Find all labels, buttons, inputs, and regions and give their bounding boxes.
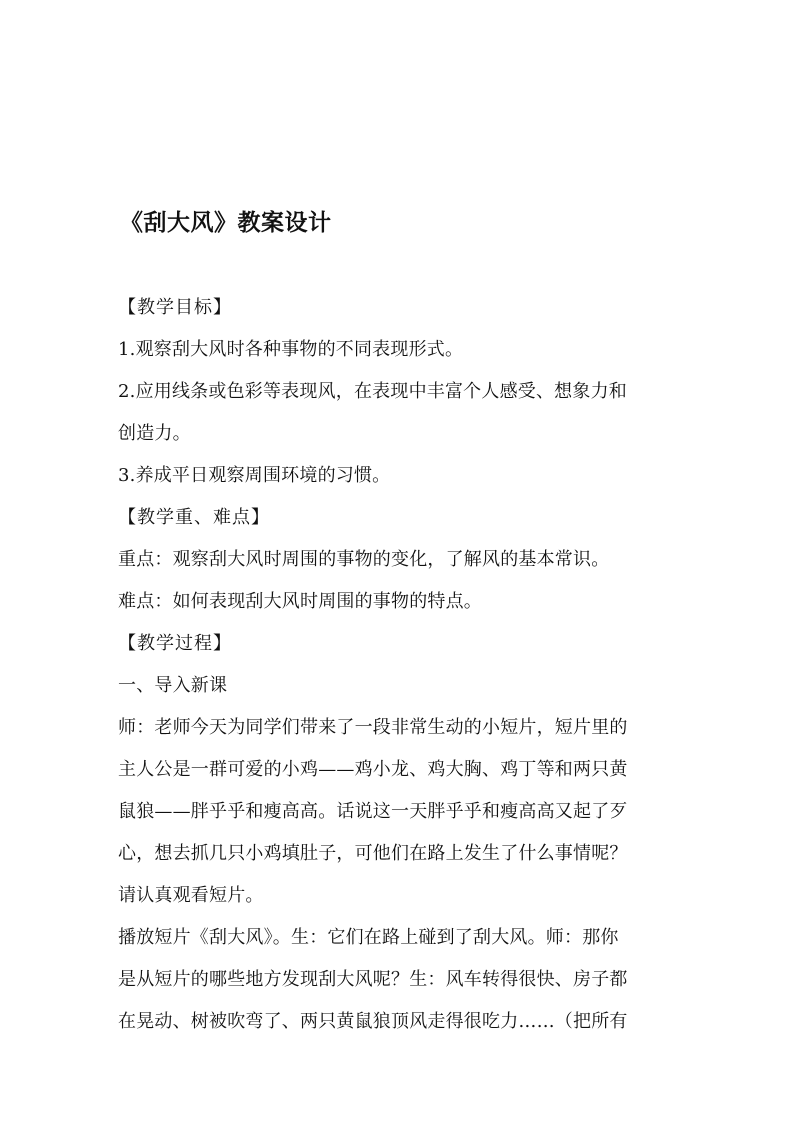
key-point: 重点：观察刮大风时周围的事物的变化，了解风的基本常识。 [118, 549, 610, 570]
document-title: 《刮大风》教案设计 [120, 209, 332, 236]
paragraph-line: 请认真观看短片。 [118, 885, 264, 906]
section-heading-objectives: 【教学目标】 [118, 297, 232, 318]
paragraph-line: 播放短片《刮大风》。生：它们在路上碰到了刮大风。师：那你 [118, 927, 619, 948]
objective-3: 3.养成平日观察周围环境的习惯。 [118, 465, 391, 486]
document-body [118, 287, 684, 1043]
paragraph-line: 在晃动、树被吹弯了、两只黄鼠狼顶风走得很吃力……（把所有 [118, 1011, 628, 1032]
objective-1: 1.观察刮大风时各种事物的不同表现形式。 [118, 339, 464, 360]
process-step-heading: 一、导入新课 [118, 675, 228, 696]
paragraph-line: 师：老师今天为同学们带来了一段非常生动的小短片，短片里的 [118, 717, 628, 738]
paragraph-line: 主人公是一群可爱的小鸡——鸡小龙、鸡大胸、鸡丁等和两只黄 [118, 759, 628, 780]
paragraph-line: 心，想去抓几只小鸡填肚子，可他们在路上发生了什么事情呢？ [118, 843, 628, 864]
difficulty-point: 难点：如何表现刮大风时周围的事物的特点。 [118, 591, 482, 612]
section-heading-process: 【教学过程】 [118, 633, 232, 654]
objective-2-line-2: 创造力。 [118, 423, 191, 444]
section-heading-key-points: 【教学重、难点】 [118, 507, 270, 528]
objective-2-line-1: 2.应用线条或色彩等表现风，在表现中丰富个人感受、想象力和 [118, 381, 627, 402]
paragraph-line: 鼠狼——胖乎乎和瘦高高。话说这一天胖乎乎和瘦高高又起了歹 [118, 801, 628, 822]
paragraph-line: 是从短片的哪些地方发现刮大风呢？生：风车转得很快、房子都 [118, 969, 628, 990]
